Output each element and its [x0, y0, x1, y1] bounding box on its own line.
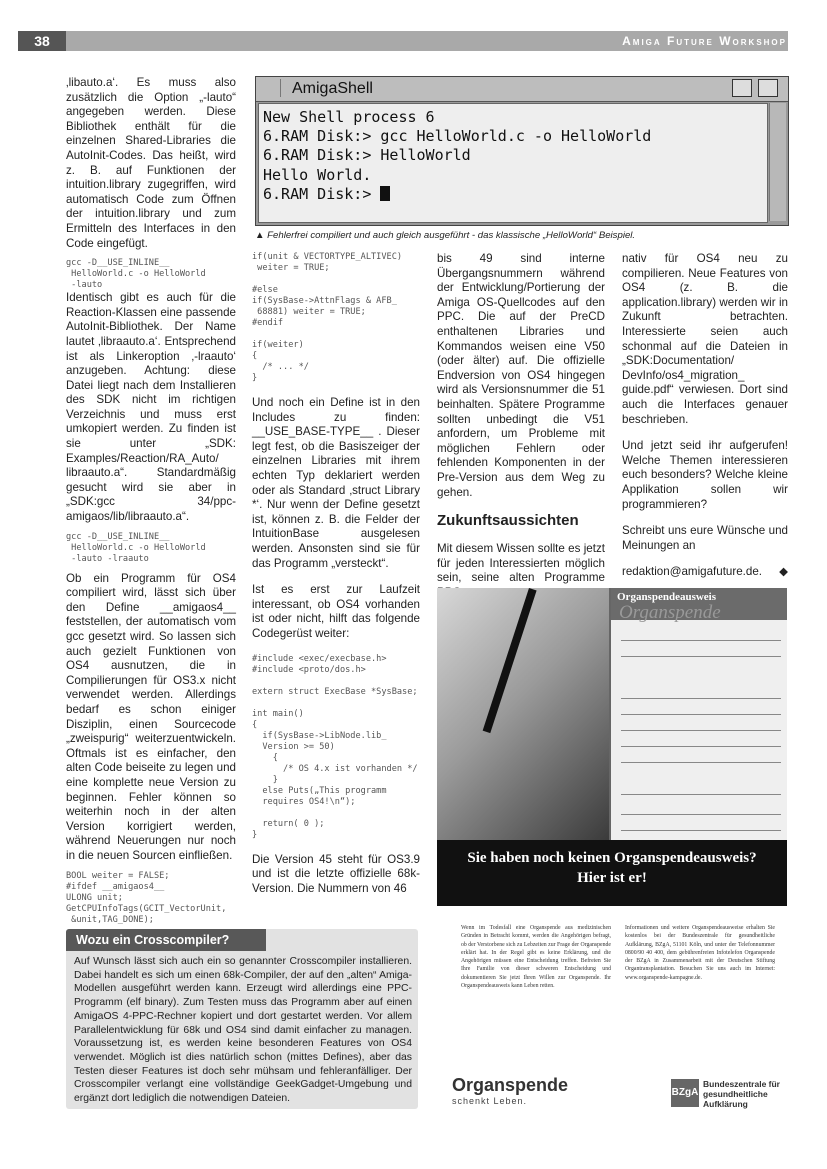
donor-card-title: Organspendeausweis [617, 591, 717, 603]
form-line [621, 814, 781, 815]
donor-card-watermark: Organspende [619, 602, 721, 623]
form-line [621, 730, 781, 731]
page-number: 38 [18, 31, 66, 51]
form-line [621, 656, 781, 657]
ad-body-left: Wenn im Todesfall eine Organspende aus medizinischen Gründen in Betracht kommt, werden die Angehörigen befragt, ob der Verstorbene sich zu Lebzeiten zur Frage der Organspende erklärt hat. In der Regel gibt es keine Erklärung, und die Angehörigen müssen eine Entscheidung treffen. Befreien Sie Ihre Familie von dieser schweren Entscheidung und dokumentieren Sie jetzt Ihren Willen zur Organspende. Ihr Organspendeausweis kann Leben retten. [461, 925, 611, 990]
figure-caption: ▲ Fehlerfrei compiliert und auch gleich ausgeführt - das klassische „HelloWorld“ Beispiel. [255, 230, 636, 241]
paragraph: Ist es erst zur Laufzeit interessant, ob OS4 vorhanden ist oder nicht, hilft das folgende Codegerüst weiter: [252, 583, 420, 640]
form-line [621, 698, 781, 699]
form-line [621, 830, 781, 831]
shell-output: New Shell process 6 6.RAM Disk:> gcc HelloWorld.c -o HelloWorld 6.RAM Disk:> HelloWorld Hello World. 6.RAM Disk:> [263, 108, 652, 203]
paragraph: Und jetzt seid ihr aufgerufen! Welche Themen interessieren euch besonders? Welche kleine Applikation sollen wir programmieren? [622, 439, 788, 511]
paragraph: nativ für OS4 neu zu compilieren. Neue Features von OS4 (z. B. die application.library) werden wir in Zukunft betrachten. Interessierte seien auch schonmal auf die Dateien in „SDK:Documentation/ DevInfo/os4_migration_ guide.pdf“ verwiesen. Dort sind auch die Interfaces genauer beschrieben. [622, 252, 788, 426]
ad-body-right: Informationen und weitere Organspendeausweise erhalten Sie kostenlos bei der Bundeszentrale für gesundheitliche Aufklärung, BZgA, 51101 Köln, und unter der Telefonnummer 0800/90 40 400, dem gebührenfreien Infotelefon Organspende der BZgA in Zusammenarbeit mit der Deutschen Stiftung Organtransplantation. Besuchen Sie uns auch im Internet: www.organspende-kampagne.de. [625, 925, 775, 981]
paragraph: Identisch gibt es auch für die Reaction-Klassen eine passende AutoInit-Bibliothek. Der Name lautet ‚libraauto.a‘. Entsprechend ist als Linkeroption ‚-lraauto‘ anzugeben. Achtung: diese Datei liegt nach dem Installieren des SDK nicht im richtigen Verzeichnis und muss erst umkopiert werden. Zu finden ist sie unter „SDK: Examples/Reaction/RA_Auto/ libraauto.a“. Standardmäßig gesucht wird sie aber in „SDK:gcc 34/ppc-amigaos/lib/libraauto.a“. [66, 291, 236, 524]
bzga-name: Bundeszentrale für gesundheitliche Aufklärung [703, 1079, 780, 1109]
code-block: gcc -D__USE_INLINE__ HelloWorld.c -o HelloWorld -lauto [66, 258, 206, 291]
shell-titlebar [256, 77, 788, 102]
ad-text-area [437, 922, 787, 1042]
form-line [621, 746, 781, 747]
code-block: if(unit & VECTORTYPE_ALTIVEC) weiter = TRUE; #else if(SysBase->AttnFlags & AFB_ 68881) weiter = TRUE; #endif if(weiter) { /* ... */ } [252, 252, 403, 383]
code-block: gcc -D__USE_INLINE__ HelloWorld.c -o HelloWorld -lauto -lraauto [66, 531, 206, 564]
column-3 [437, 252, 605, 600]
paragraph: Die Version 45 steht für OS3.9 und ist die letzte offizielle 68k-Version. Die Nummern von 46 [252, 852, 420, 895]
bzga-logo-icon: BZgA [671, 1079, 699, 1107]
form-line [621, 640, 781, 641]
shell-scrollbar[interactable] [769, 103, 786, 221]
info-box-title: Wozu ein Crosscompiler? [66, 929, 266, 951]
paragraph: Schreibt uns eure Wünsche und Meinungen an [622, 524, 788, 552]
column-2 [252, 252, 420, 896]
info-box-body: Auf Wunsch lässt sich auch ein so genannter Crosscompiler installieren. Dabei handelt es sich um einen 68k-Compiler, der auf den „alten“ Amiga-Modellen ausgeführt werden kann. Erzeugt wird allerdings eine PPC-Programm (elf binary). Zum Testen muss das Programm aber auf einen AmigaOS 4-PPC-Rechner kopiert und dort gestartet werden. Vor allem Parallelentwicklung für 68k und OS4 sind damit einfacher zu managen. Voraussetzung ist, es werden keine besonderen Features von OS4 verwendet. Möglich ist dies natürlich schon (mittes Defines), aber das Testen dieser Features ist doch sehr mühsam und fehleranfälliger. Der Crosscompiler verlangt eine vollständige GeekGadget-Umgebung und ergänzt dort lediglich die notwendigen Dateien. [74, 956, 412, 1105]
email-address[interactable]: redaktion@amigafuture.de. [622, 565, 763, 579]
zoom-gadget-icon[interactable] [732, 79, 752, 97]
magazine-section-title: Amiga Future Workshop [622, 34, 787, 48]
section-heading: Zukunftsaussichten [437, 512, 579, 530]
code-block: #include <exec/execbase.h> #include <proto/dos.h> extern struct ExecBase *SysBase; int main() { if(SysBase->LibNode.lib_ Version >= 50) { /* OS 4.x ist vorhanden */ } else Puts(„This programm requires OS4!\n“); return( 0 ); } [252, 653, 418, 840]
paragraph: ‚libauto.a‘. Es muss also zusätzlich die Option „-lauto“ angegeben werden. Diese Bibliothek enthält für die einzelnen Shared-Libraries die AutoInit-Codes. Das heißt, wird z. B. auf Funktionen der intuition.library zugegriffen, wird automatisch Code zum Öffnen der intuition.library und zum Ermitteln des Interfaces in den Code eingefügt. [66, 76, 236, 250]
donor-card [609, 588, 787, 840]
paragraph: Mit diesem Wissen sollte es jetzt für jeden Interessierten möglich sein, seine alten Programme [437, 542, 605, 585]
organ-donation-ad [437, 588, 787, 906]
paragraph: Und noch ein Define ist in den Includes zu finden: __USE_BASE-TYPE__ . Dieser legt fest, ob die Basiszeiger der einzelnen Libraries mit ihrem echten Typ deklariert werden oder als Standard ‚struct Library *‘. Nur wenn der Define gesetzt ist, können z. B. die Felder der IntuitionBase ausgelesen werden. Ansonsten sind sie für das Programm „versteckt“. [252, 396, 420, 570]
shell-console[interactable] [258, 103, 768, 223]
column-4 [622, 252, 788, 580]
shell-title: AmigaShell [292, 80, 373, 97]
form-line [621, 762, 781, 763]
amigashell-window [255, 76, 789, 226]
end-mark: ◆ [779, 565, 788, 579]
form-line [621, 794, 781, 795]
column-1 [66, 76, 236, 926]
close-gadget-icon[interactable] [258, 79, 281, 97]
ad-headline: Sie haben noch keinen Organspendeausweis? Hier ist er! [467, 850, 757, 886]
organspende-logo: Organspende schenkt Leben. [452, 1075, 569, 1106]
depth-gadget-icon[interactable] [758, 79, 778, 97]
paragraph: bis 49 sind interne Übergangsnummern während der Entwicklung/Portierung der Amiga OS-Quellcodes auf den PPC. Die auf der PreCD enthaltenen Libraries und Kommandos weisen eine V50 (oder älter) auf. Die offizielle Endversion von OS4 hingegen wird als Versionsnummer die 51 beinhalten. Spätere Programme sollten unbedingt die V51 anfordern, um Probleme mit möglichen Fehlern oder fehlenden Komponenten in der Pre-Version aus dem Weg zu gehen. [437, 252, 605, 499]
paragraph [622, 565, 788, 580]
form-line [621, 714, 781, 715]
text-cursor [380, 186, 390, 201]
code-block: BOOL weiter = FALSE; #ifdef __amigaos4__ ULONG unit; GetCPUInfoTags(GCIT_VectorUnit, &unit,TAG_DONE); [66, 870, 227, 925]
paragraph: Ob ein Programm für OS4 compiliert wird, lässt sich über den Define __amigaos4__ feststellen, der automatisch vom gcc gesetzt wird. So lassen sich auch gezielt Funktionen von OS4 ausnutzen, die in Compilierungen für OS3.x nicht verwendet werden. Allerdings bedarf es schon einiger Disziplin, einen Sourcecode „zweispurig“ weiterzuentwickeln. Oftmals ist es einfacher, den alten Code beiseite zu legen und eine komplette neue Version zu beginnen. Fehler können so weiterhin noch in der alten Version korrigiert werden, während Neuerungen nur noch in die neuen Sourcen einfließen. [66, 571, 236, 862]
